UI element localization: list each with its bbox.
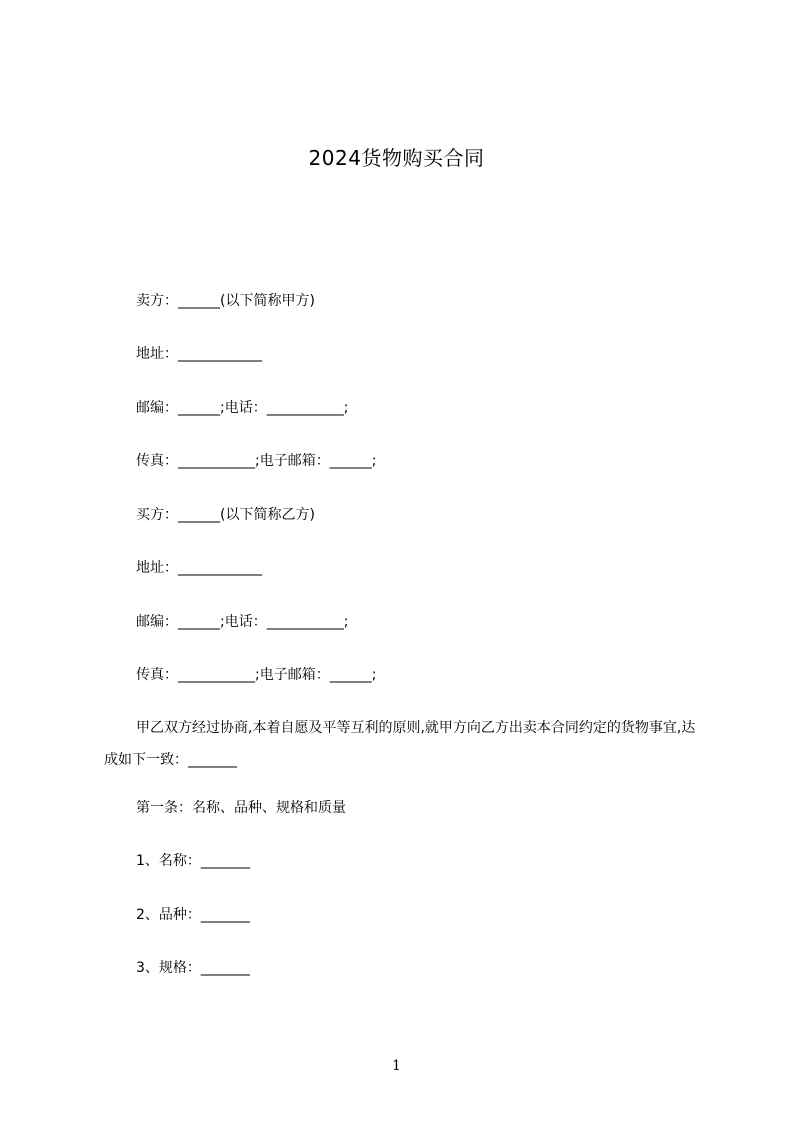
buyer-postcode-phone-line: 邮编：______;电话：___________; [136, 614, 349, 630]
seller-postcode-phone-line: 邮编：______;电话：___________; [136, 400, 349, 416]
buyer-line: 买方：______(以下简称乙方) [136, 507, 315, 523]
document-title: 2024货物购买合同 [308, 146, 485, 170]
seller-address-line: 地址：____________ [136, 346, 262, 362]
buyer-fax-email-line: 传真：___________;电子邮箱：______; [136, 667, 377, 683]
agreement-paragraph: 甲乙双方经过协商,本着自愿及平等互利的原则,就甲方向乙方出卖本合同约定的货物事宜,达成如下一致：_______ [104, 720, 696, 768]
article-1-item-spec: 3、规格：_______ [136, 960, 250, 976]
seller-fax-email-line: 传真：___________;电子邮箱：______; [136, 453, 377, 469]
article-1-item-name: 1、名称：_______ [136, 853, 250, 869]
article-1-heading: 第一条：名称、品种、规格和质量 [136, 800, 346, 816]
page-number: 1 [392, 1058, 401, 1074]
article-1-item-variety: 2、品种：_______ [136, 907, 250, 923]
buyer-address-line: 地址：____________ [136, 560, 262, 576]
seller-line: 卖方：______(以下简称甲方) [136, 293, 315, 309]
